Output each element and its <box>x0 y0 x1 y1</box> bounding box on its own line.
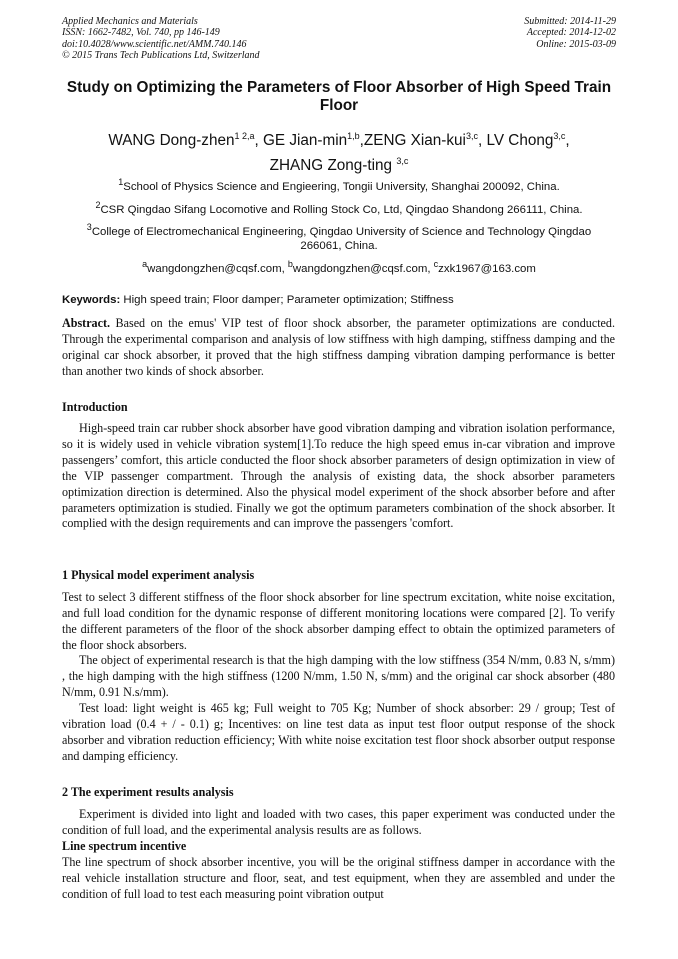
header-right <box>524 16 616 50</box>
author-separator: , <box>565 132 570 149</box>
affiliation-1 <box>62 177 616 194</box>
author-line-2 <box>62 153 616 178</box>
abstract-label: Abstract. <box>62 316 111 330</box>
affiliation-text: CSR Qingdao Sifang Locomotive and Rolling Stock Co, Ltd, Qingdao Shandong 266111, China. <box>100 204 583 216</box>
author-list <box>62 128 616 178</box>
affiliation-2 <box>62 200 616 217</box>
author-name: ,ZENG Xian-kui <box>359 132 466 149</box>
keywords-label: Keywords: <box>62 294 121 306</box>
author-affiliation-mark: 3,c <box>465 130 478 141</box>
author-name: WANG Dong-zhen <box>108 132 235 149</box>
email-mark: a <box>142 259 148 270</box>
author-name: , GE Jian-min <box>254 132 348 149</box>
section1-paragraph-1: Test to select 3 different stiffness of the floor shock absorber for line spectrum excitation, white noise excitation, and full load condition for the dynamic response of different monitoring locations were compared [2]. To verify the different parameters of the floor of the shock absorber damping effect to obtain the optimized parameters of the floor shock absorbers. <box>62 590 615 652</box>
section2-paragraph-1: Experiment is divided into light and loaded with two cases, this paper experiment was conducted under the condition of full load, and the experimental analysis results are as follows. <box>62 807 615 837</box>
abstract <box>62 316 615 380</box>
paper-title: Study on Optimizing the Parameters of Floor Absorber of High Speed Train Floor <box>66 79 612 114</box>
online-date: Online: 2015-03-09 <box>536 38 616 50</box>
affiliation-mark: 3 <box>86 222 92 233</box>
affiliation-3 <box>70 222 608 253</box>
author-affiliation-mark: 1,b <box>347 130 360 141</box>
author-affiliation-mark: 1 2,a <box>234 130 255 141</box>
email-mark: c <box>433 259 439 270</box>
doi-line: doi:10.4028/www.scientific.net/AMM.740.146 <box>62 38 247 50</box>
keywords-text: High speed train; Floor damper; Parameter optimization; Stiffness <box>120 294 454 306</box>
section1-heading: 1 Physical model experiment analysis <box>62 568 255 582</box>
intro-paragraph: High-speed train car rubber shock absorber have good vibration damping and vibration isolation performance, so it is widely used in vehicle vibration system[1].To reduce the high speed emus in-car vibration and improve passengers’ comfort, this article conducted the floor shock absorber parameters of design optimization in view of the VIP passenger compartment. Through the analysis of existing data, the shock absorber parameters optimization direction is determined. Also the physical model experiment of the shock absorber before and after parameters optimization is studied. Finally we got the optimum parameters combination of the shock absorber. It complied with the design requirements and can improve the passengers 'comfort. <box>62 421 615 531</box>
email-address: wangdongzhen@cqsf.com, <box>147 263 288 275</box>
affiliation-mark: 2 <box>95 200 101 211</box>
author-affiliation-mark: 3,c <box>553 130 566 141</box>
section1-paragraph-2: The object of experimental research is that the high damping with the low stiffness (354 N/mm, 0.83 N, s/mm) , the high damping with the high stiffness (1200 N/mm, 1.50 N, s/mm) and the original car shock absorber (480 N/mm, 0.91 N.s/mm). <box>62 653 615 699</box>
section2-paragraph-2: The line spectrum of shock absorber incentive, you will be the original stiffness damper in accordance with the real vehicle installation structure and floor, seat, and test equipment, when they are assembled and under the condition of full load to test each measuring point vibration output <box>62 855 615 901</box>
journal-name: Applied Mechanics and Materials <box>62 16 198 27</box>
author-affiliation-mark: 3,c <box>396 155 409 166</box>
accepted-date: Accepted: 2014-12-02 <box>526 27 616 39</box>
author-name: , LV Chong <box>477 132 554 149</box>
affiliation-text: College of Electromechanical Engineering, Qingdao University of Science and Technology Qingdao 266061, China. <box>91 226 592 252</box>
email-address: wangdongzhen@cqsf.com, <box>292 263 434 275</box>
section1-paragraph-3: Test load: light weight is 465 kg; Full weight to 705 Kg; Number of shock absorber: 29 / group; Test of vibration load (0.4 + / - 0.1) g; Incentives: on line test data as input test floor output response of the shock absorber and vibration reduction efficiency; With white noise excitation test floor shock absorber output response and damping efficiency. <box>62 701 615 763</box>
copyright-line: © 2015 Trans Tech Publications Ltd, Switzerland <box>62 49 260 61</box>
keywords <box>62 294 616 306</box>
section2-heading: 2 The experiment results analysis <box>62 785 234 799</box>
author-name: ZHANG Zong-ting <box>269 157 397 174</box>
submitted-date: Submitted: 2014-11-29 <box>524 16 616 27</box>
affiliation-mark: 1 <box>118 177 124 188</box>
email-mark: b <box>287 259 293 270</box>
affiliation-text: School of Physics Science and Engieering, Tongii University, Shanghai 200092, China. <box>123 181 560 193</box>
author-line-1 <box>62 128 616 153</box>
header-left <box>62 16 260 61</box>
section2-subheading: Line spectrum incentive <box>62 839 187 853</box>
email-address: zxk1967@163.com <box>438 263 536 275</box>
intro-heading: Introduction <box>62 400 128 414</box>
abstract-text: Based on the emus' VIP test of floor shock absorber, the parameter optimizations are conducted. Through the experimental comparison and analysis of low stiffness with high damping, stiffness damping and the original car shock absorber, it proved that the high stiffness damping vibration damping performance is better than another two kinds of shock absorber. <box>62 316 615 378</box>
email-line <box>62 259 616 276</box>
issn-line: ISSN: 1662-7482, Vol. 740, pp 146-149 <box>62 27 220 39</box>
